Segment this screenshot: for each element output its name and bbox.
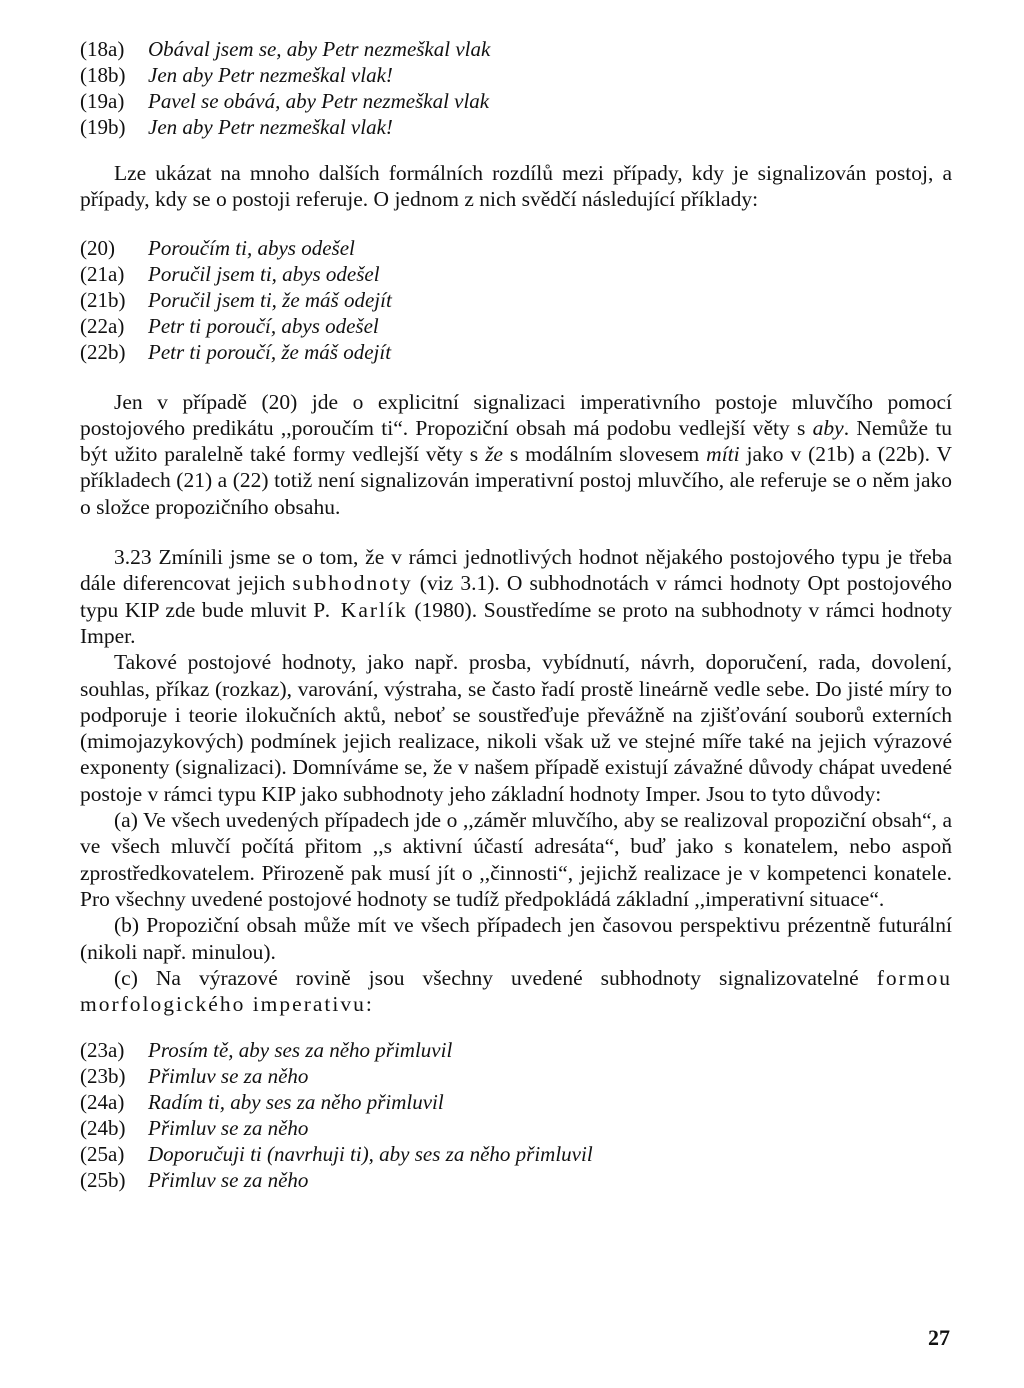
example-number: (21b) xyxy=(80,287,126,312)
spaced-author: P. Karlík xyxy=(313,597,408,622)
paragraph-formal-differences: Lze ukázat na mnoho dalších formálních rozdílů mezi případy, kdy je signalizován postoj, a případy, kdy se o postoji referuje. O jednom z nich svědčí následující příklady: xyxy=(80,161,952,212)
example-line xyxy=(80,114,952,140)
example-sentence: Petr ti poroučí, abys odešel xyxy=(148,313,379,338)
example-line xyxy=(80,1089,952,1115)
example-line xyxy=(80,36,952,62)
example-sentence: Poručil jsem ti, abys odešel xyxy=(148,261,380,286)
example-number: (18b) xyxy=(80,63,126,87)
example-sentence: Přimluv se za něho xyxy=(148,1064,309,1089)
example-sentence: Jen aby Petr nezmeškal vlak! xyxy=(148,63,393,87)
example-sentence: Doporučuji ti (navrhuji ti), aby ses za něho přimluvil xyxy=(148,1142,593,1167)
italic-term: aby xyxy=(812,415,844,440)
example-number: (25a) xyxy=(80,1142,125,1167)
spaced-term: subhodnoty xyxy=(292,571,413,596)
example-line xyxy=(80,88,952,114)
example-sentence: Pavel se obává, aby Petr nezmeškal vlak xyxy=(148,89,490,113)
example-sentence: Prosím tě, aby ses za něho přimluvil xyxy=(148,1038,453,1063)
example-number: (22b) xyxy=(80,339,126,364)
example-sentence: Přimluv se za něho xyxy=(148,1116,309,1141)
example-line xyxy=(80,339,952,365)
text-run: jako v (21b) a (22b). V příkladech (21) a (22) totiž není signalizován imperativní postoj mluvčího, ale referuje se o něm jako o složce propozičního obsahu. xyxy=(80,442,952,519)
examples-23-25 xyxy=(80,1037,952,1193)
example-line xyxy=(80,62,952,88)
page-content xyxy=(80,28,952,1193)
examples-18-19 xyxy=(80,36,952,140)
example-number: (24b) xyxy=(80,1116,126,1141)
text-run: s modálním slovesem xyxy=(502,442,707,467)
paragraph-reason-a: (a) Ve všech uvedených případech jde o ,,záměr mluvčího, aby se realizoval propoziční obsah“, a ve všech mluvčí počítá přitom ,,s aktivní účastí adresáta“, buď jako s konatelem, nebo aspoň zprostředkovatelem. Přirozeně pak musí jít o ,,činnosti“, jejichž realizace je v kompetenci konatele. Pro všechny uvedené postojové hodnoty se tudíž předpokládá základní ,,imperativní situace“. xyxy=(80,808,952,911)
example-number: (21a) xyxy=(80,261,125,286)
text-run: (c) Na výrazové rovině jsou všechny uvedené subhodnoty signalizovatelné xyxy=(114,965,877,990)
example-number: (25b) xyxy=(80,1168,126,1193)
example-number: (19a) xyxy=(80,89,125,113)
example-sentence: Radím ti, aby ses za něho přimluvil xyxy=(148,1090,444,1115)
example-sentence: Petr ti poroučí, že máš odejít xyxy=(148,339,392,364)
example-sentence: Poručil jsem ti, že máš odejít xyxy=(148,287,392,312)
example-number: (23a) xyxy=(80,1038,125,1063)
example-sentence: Obával jsem se, aby Petr nezmeškal vlak xyxy=(148,37,491,61)
example-number: (19b) xyxy=(80,115,126,139)
example-line xyxy=(80,1167,952,1193)
text-run: Jen v případě (20) jde o explicitní signalizaci imperativního postoje mluvčího pomocí postojového predikátu ,,poroučím ti“. Propoziční obsah má podobu vedlejší věty s xyxy=(80,389,952,440)
examples-20-22 xyxy=(80,235,952,365)
example-line xyxy=(80,1141,952,1167)
example-sentence: Přimluv se za něho xyxy=(148,1168,309,1193)
example-line xyxy=(80,235,952,261)
example-line xyxy=(80,313,952,339)
example-line xyxy=(80,1037,952,1063)
example-line xyxy=(80,261,952,287)
paragraph-reason-c xyxy=(80,965,952,1018)
text-run: (viz 3.1). O subhodnotách v rámci hodnoty Opt postojového typu KIP zde bude mluvit xyxy=(80,571,952,622)
paragraph-section-3-23 xyxy=(80,544,952,649)
example-sentence: Jen aby Petr nezmeškal vlak! xyxy=(148,115,393,139)
italic-term: že xyxy=(485,442,503,467)
text-run: (1980). Soustředíme se proto na subhodnoty v rámci hodnoty Imper. xyxy=(80,597,953,648)
paragraph-postoj-values: Takové postojové hodnoty, jako např. prosba, vybídnutí, návrh, doporučení, rada, dovolení, souhlas, příkaz (rozkaz), varování, výstraha, se často řadí prostě lineárně vedle sebe. Do jisté míry to podporuje i teorie ilokučních aktů, neboť se soustřeďuje převážně na zjišťování souborů externích (mimojazykových) podmínek jejich realizace, nikoli však už ve stejné míře také na jejich výrazové exponenty (signalizaci). Domníváme se, že v našem případě existují závažné důvody chápat uvedené postoje v rámci typu KIP jako subhodnoty jeho základní hodnoty Imper. Jsou to tyto důvody: xyxy=(80,650,952,806)
example-number: (24a) xyxy=(80,1090,125,1115)
example-number: (22a) xyxy=(80,313,125,338)
example-sentence: Poroučím ti, abys odešel xyxy=(148,235,355,260)
page-number: 27 xyxy=(928,1325,950,1350)
example-number: (18a) xyxy=(80,37,125,61)
paragraph-reason-b: (b) Propoziční obsah může mít ve všech případech jen časovou perspektivu prézentně futurální (nikoli např. minulou). xyxy=(80,913,952,964)
text-run: . Nemůže tu být užito paralelně také formy vedlejší věty s xyxy=(80,415,952,467)
example-line xyxy=(80,287,952,313)
paragraph-explicit-signalization xyxy=(80,389,952,520)
example-line xyxy=(80,1063,952,1089)
example-number: (23b) xyxy=(80,1064,126,1089)
example-number: (20) xyxy=(80,235,115,260)
spaced-term: formou morfologického imperativu: xyxy=(80,965,952,1017)
italic-term: míti xyxy=(706,442,740,467)
text-run: 3.23 Zmínili jsme se o tom, že v rámci jednotlivých hodnot nějakého postojového typu je třeba dále diferencovat jejich xyxy=(80,545,952,596)
example-line xyxy=(80,1115,952,1141)
